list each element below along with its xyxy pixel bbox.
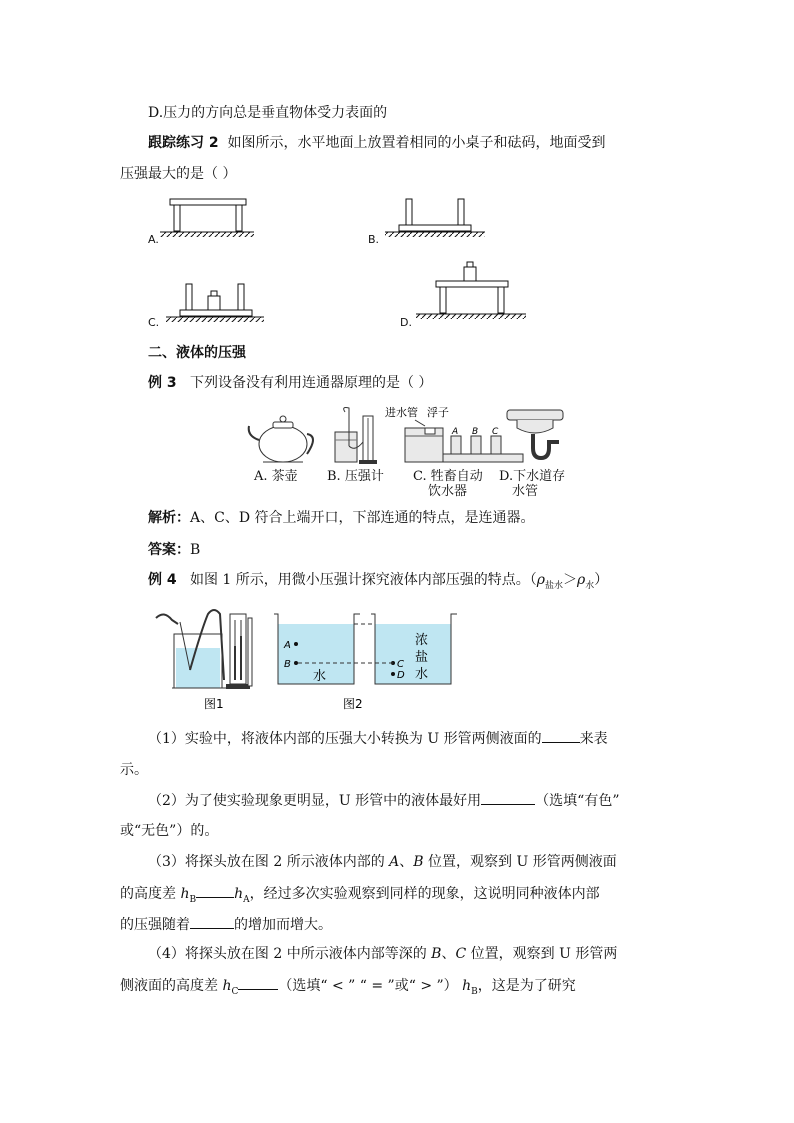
q4-h-b-sub: B bbox=[471, 986, 478, 997]
caption-trough-line1: C. 牲畜自动 bbox=[413, 469, 483, 484]
caption-teapot: A. 茶壶 bbox=[254, 469, 298, 484]
q1-text-b: 来表 bbox=[579, 731, 608, 747]
q1-blank bbox=[542, 728, 580, 743]
example4-figures bbox=[150, 600, 480, 715]
q2-text-b: （选填“有色” bbox=[535, 793, 620, 809]
question2-line2: 或“无色”）的。 bbox=[120, 823, 219, 839]
trough-label-b: B bbox=[472, 427, 479, 437]
q3-sep: 、 bbox=[399, 854, 414, 870]
question3-line2 bbox=[120, 883, 600, 910]
q3-h-a-sub: A bbox=[243, 894, 250, 905]
figure1-caption: 图1 bbox=[204, 697, 224, 711]
q2-blank bbox=[481, 790, 535, 805]
q3-h-b: h bbox=[180, 886, 190, 902]
example3-label: 例 3 bbox=[148, 375, 177, 391]
water-label: 水 bbox=[313, 669, 327, 684]
q3-h-b-sub: B bbox=[189, 894, 197, 905]
q4-sep: 、 bbox=[441, 946, 456, 962]
q2-text-a: （2）为了使实验现象更明显，U 形管中的液体最好用 bbox=[148, 793, 482, 809]
q4-point-c: C bbox=[455, 946, 467, 962]
point-c-label: C bbox=[397, 659, 404, 670]
q3-blank2 bbox=[190, 914, 234, 929]
figure2-salt-water-beaker bbox=[371, 614, 457, 684]
q3-text-b: 位置，观察到 U 形管两侧液面 bbox=[423, 854, 617, 870]
caption-trough-line2: 饮水器 bbox=[428, 484, 468, 499]
q4-h-c: h bbox=[222, 978, 232, 994]
example4-intro: 例 4 如图 1 所示，用微小压强计探究液体内部压强的特点。$(\rho_{盐水}>\rho_水)$ bbox=[148, 572, 609, 591]
q4-text-b: 位置，观察到 U 形管两 bbox=[466, 946, 618, 962]
point-d-label: D bbox=[397, 670, 405, 681]
figure-a-upright-table bbox=[160, 199, 254, 237]
example4-label: 例 4 bbox=[148, 572, 177, 588]
q3-text-c: 的压强随着 bbox=[120, 917, 190, 933]
q4-h-c-sub: C bbox=[231, 986, 239, 997]
q3-point-b: B bbox=[413, 854, 424, 870]
figure2-caption: 图2 bbox=[343, 697, 363, 711]
option-a-label: A. bbox=[148, 233, 159, 246]
figure-d-upright-table-weight bbox=[416, 262, 526, 319]
point-a-label: A bbox=[284, 640, 291, 651]
q4-blank bbox=[238, 975, 278, 990]
caption-sink-line2: 水管 bbox=[512, 484, 539, 499]
q3-h-a: h bbox=[234, 886, 244, 902]
caption-pressure-gauge: B. 压强计 bbox=[327, 469, 384, 484]
example3-question-line bbox=[148, 373, 432, 393]
question2-line1 bbox=[148, 790, 619, 811]
salt-water-label-2: 盐 bbox=[415, 650, 429, 665]
sink-trap-illustration bbox=[507, 410, 563, 458]
rho-salt-sub: 盐水 bbox=[545, 580, 564, 591]
option-d-statement: D.压力的方向总是垂直物体受力表面的 bbox=[148, 105, 388, 121]
q4-text-a: （4）将探头放在图 2 中所示液体内部等深的 bbox=[148, 946, 432, 962]
example3-question: 下列设备没有利用连通器原理的是（ ） bbox=[189, 375, 433, 391]
q3-conclusion: ，经过多次实验观察到同样的现象，这说明同种液体内部 bbox=[249, 886, 600, 902]
practice2-line2: 压强最大的是（ ） bbox=[120, 166, 237, 182]
analysis-text: A、C、D 符合上端开口，下部连通的特点，是连通器。 bbox=[190, 510, 535, 526]
question4-line2 bbox=[120, 975, 576, 1002]
figure-c-inverted-table-weight bbox=[166, 284, 264, 322]
q4-height-text: 侧液面的高度差 bbox=[120, 978, 223, 994]
question4-line1 bbox=[148, 944, 617, 964]
q1-text-a: （1）实验中，将液体内部的压强大小转换为 U 形管两侧液面的 bbox=[148, 731, 542, 747]
question3-line1 bbox=[148, 852, 617, 872]
option-b-label: B. bbox=[368, 233, 380, 246]
practice2-text1: 如图所示，水平地面上放置着相同的小桌子和砝码，地面受到 bbox=[227, 135, 606, 151]
practice2-label: 跟踪练习 2 bbox=[148, 135, 219, 151]
trough-label-c: C bbox=[492, 427, 499, 437]
option-c-label: C. bbox=[148, 316, 160, 329]
q3-text-d: 的增加而增大。 bbox=[234, 917, 332, 933]
example3-answer bbox=[148, 540, 200, 560]
q3-point-a: A bbox=[389, 854, 400, 870]
q3-blank1 bbox=[196, 883, 234, 898]
pressure-gauge-illustration bbox=[335, 408, 377, 465]
q4-options: （选填“ < ” “ = ”或“ > ”） bbox=[278, 978, 463, 994]
answer-text: B bbox=[190, 542, 201, 558]
trough-label-a: A bbox=[452, 427, 459, 437]
answer-label: 答案： bbox=[148, 542, 190, 558]
figure1-pressure-gauge-setup bbox=[156, 610, 252, 689]
q4-text-c: ，这是为了研究 bbox=[477, 978, 576, 994]
section-title-liquid-pressure: 二、液体的压强 bbox=[148, 345, 246, 361]
salt-water-label-3: 水 bbox=[415, 667, 429, 682]
drinking-trough-illustration bbox=[385, 405, 523, 462]
example3-analysis bbox=[148, 508, 535, 528]
figure-b-inverted-table bbox=[385, 199, 485, 237]
salt-water-label-1: 浓 bbox=[415, 633, 429, 648]
float-label: 浮子 bbox=[427, 406, 449, 419]
analysis-label: 解析： bbox=[148, 510, 190, 526]
q4-point-b: B bbox=[431, 946, 442, 962]
practice2-line1 bbox=[148, 133, 606, 153]
q3-text-a: （3）将探头放在图 2 所示液体内部的 bbox=[148, 854, 390, 870]
question3-line3 bbox=[120, 914, 332, 935]
q4-h-b: h bbox=[462, 978, 472, 994]
teapot-illustration bbox=[249, 416, 313, 462]
rho-water-sub: 水 bbox=[585, 580, 595, 591]
example4-text: 如图 1 所示，用微小压强计探究液体内部压强的特点。 bbox=[189, 572, 530, 588]
question1-line2: 示。 bbox=[120, 762, 148, 778]
point-b-label: B bbox=[284, 659, 291, 670]
caption-sink-line1: D.下水道存 bbox=[499, 469, 566, 484]
table-figures bbox=[140, 192, 540, 332]
q3-height-text: 的高度差 bbox=[120, 886, 181, 902]
option-d-label: D. bbox=[400, 316, 412, 329]
question1-line1 bbox=[148, 728, 608, 749]
inlet-pipe-label: 进水管 bbox=[385, 406, 418, 419]
